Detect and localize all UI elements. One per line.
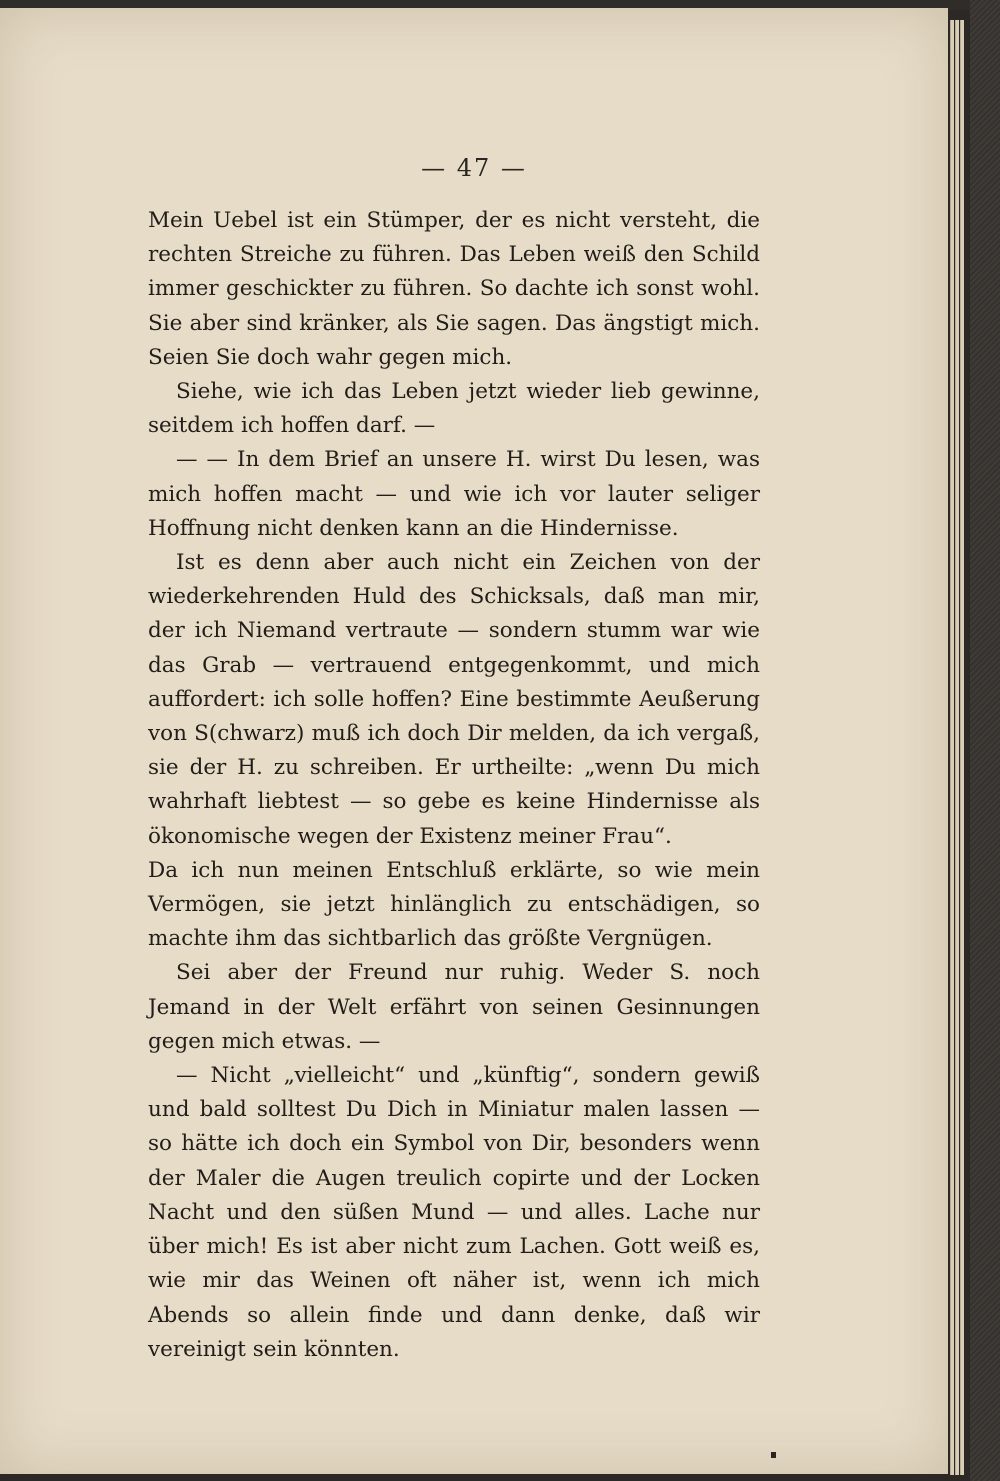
paragraph: — Nicht „vielleicht“ und „künftig“, sondern gewiß und bald solltest Du Dich in Miniatur malen lassen — so hätte ich doch ein Symbol von Dir, besonders wenn der Maler die Augen treulich copirte und der Locken Nacht und den süßen Mund — und alles. Lache nur über mich! Es ist aber nicht zum Lachen. Gott weiß es, wie mir das Weinen oft näher ist, wenn ich mich Abends so allein finde und dann denke, daß wir vereinigt sein könnten. — [148, 1063, 760, 1362]
page-edge — [950, 20, 954, 1475]
page-number: — 47 — — [421, 154, 527, 182]
paragraph: Da ich nun meinen Entschluß erklärte, so wie mein Vermögen, sie jetzt hinlänglich zu entschädigen, so machte ihm das sichtbarlich das größte Vergnügen. — [148, 857, 760, 952]
printer-mark — [771, 1452, 776, 1458]
book-page — [0, 8, 948, 1474]
book-binding — [970, 0, 1000, 1481]
body-text — [148, 204, 760, 1367]
page-edge — [955, 20, 959, 1475]
paragraph: Mein Uebel ist ein Stümper, der es nicht versteht, die rechten Streiche zu führen. Das Leben weiß den Schild immer geschickter zu führen. So dachte ich sonst wohl. Sie aber sind kränker, als Sie sagen. Das ängstigt mich. Seien Sie doch wahr gegen mich. — [148, 208, 760, 370]
paragraph: Ist es denn aber auch nicht ein Zeichen von der wiederkehrenden Huld des Schicksals, daß man mir, der ich Niemand vertraute — sondern stumm war wie das Grab — vertrauend entgegenkommt, und mich auffordert: ich solle hoffen? Eine bestimmte Aeußerung von S(chwarz) muß ich doch Dir melden, da ich vergaß, sie der H. zu schreiben. Er urtheilte: „wenn Du mich wahrhaft liebtest — so gebe es keine Hindernisse als ökonomische wegen der Existenz meiner Frau“. — [148, 550, 760, 849]
paragraph: — — In dem Brief an unsere H. wirst Du lesen, was mich hoffen macht — und wie ich vor lauter seliger Hoffnung nicht denken kann an die Hindernisse. — [148, 447, 760, 541]
page-edge — [960, 20, 964, 1475]
paragraph: Sei aber der Freund nur ruhig. Weder S. noch Jemand in der Welt erfährt von seinen Gesinnungen gegen mich etwas. — — [148, 960, 760, 1054]
paragraph: Siehe, wie ich das Leben jetzt wieder lieb gewinne, seitdem ich hoffen darf. — — [148, 379, 760, 439]
